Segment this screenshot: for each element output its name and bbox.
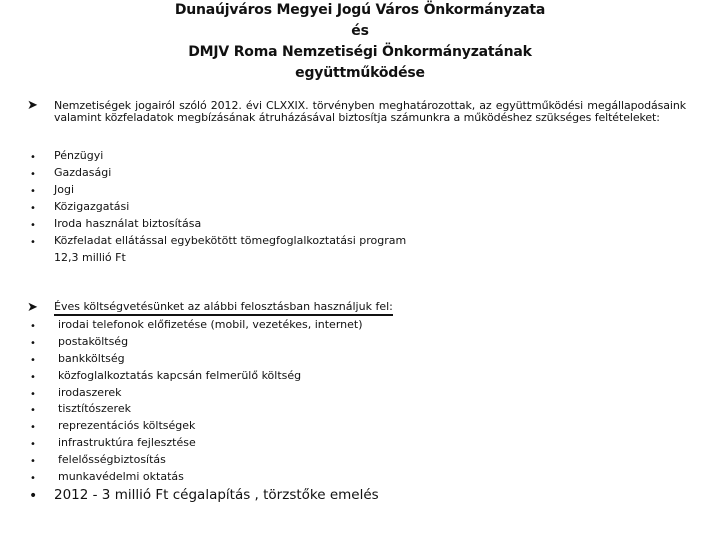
bullet-icon: • bbox=[30, 473, 36, 484]
list-item: Gazdasági bbox=[54, 166, 112, 179]
list-item: irodai telefonok előfizetése (mobil, vezetékes, internet) bbox=[58, 318, 363, 331]
list-item: tisztítószerek bbox=[58, 402, 131, 415]
list-item: postaköltség bbox=[58, 335, 129, 348]
bullet-icon: • bbox=[30, 220, 36, 231]
list-item: irodaszerek bbox=[58, 386, 122, 399]
list-item: közfoglalkoztatás kapcsán felmerülő költség bbox=[58, 369, 302, 382]
list-item: Közfeladat ellátással egybekötött tömegfoglalkoztatási program bbox=[54, 234, 407, 247]
title-line-4: együttműködése bbox=[295, 65, 425, 81]
list-item: Pénzügyi bbox=[54, 149, 104, 162]
intro-paragraph: Nemzetiségek jogairól szóló 2012. évi CLXXIX. törvényben meghatározottak, az együttműködési megállapodásaink valamint közfeladatok megbízásának átruházásával biztosítja számunkra a működéshez szükséges feltételeket: bbox=[54, 99, 686, 124]
list-item: felelősségbiztosítás bbox=[58, 453, 166, 466]
bullet-icon: • bbox=[30, 456, 36, 467]
bullet-icon: • bbox=[30, 338, 36, 349]
bullet-icon: • bbox=[30, 152, 36, 163]
list-item: infrastruktúra fejlesztése bbox=[58, 436, 196, 449]
bullet-icon: • bbox=[30, 203, 36, 214]
bullet-icon: • bbox=[30, 389, 36, 400]
list-item: reprezentációs költségek bbox=[58, 419, 196, 432]
bullet-icon: • bbox=[30, 405, 36, 416]
list-item: Jogi bbox=[54, 183, 75, 196]
bullet-icon: • bbox=[30, 237, 36, 248]
title-line-1: Dunaújváros Megyei Jogú Város Önkormányzata bbox=[174, 2, 546, 18]
list-item: Közigazgatási bbox=[54, 200, 130, 213]
bullet-icon: • bbox=[30, 372, 36, 383]
document-title bbox=[0, 0, 720, 84]
bullet-icon: • bbox=[30, 355, 36, 366]
bullet-icon: • bbox=[30, 422, 36, 433]
bullet-icon: • bbox=[30, 169, 36, 180]
title-line-3: DMJV Roma Nemzetiségi Önkormányzatának bbox=[188, 44, 532, 60]
bullet-icon: • bbox=[29, 488, 38, 504]
list-item: munkavédelmi oktatás bbox=[58, 470, 184, 483]
list-item: bankköltség bbox=[58, 352, 125, 365]
arrow-bullet-icon: ➤ bbox=[27, 98, 38, 113]
title-line-2: és bbox=[351, 23, 369, 39]
bullet-icon: • bbox=[30, 439, 36, 450]
bullet-icon: • bbox=[30, 321, 36, 332]
list-item: Iroda használat biztosítása bbox=[54, 217, 202, 230]
arrow-bullet-icon: ➤ bbox=[27, 300, 38, 315]
budget-heading: Éves költségvetésünket az alábbi felosztásban használjuk fel: bbox=[54, 301, 393, 316]
final-statement: 2012 - 3 millió Ft cégalapítás , törzstőke emelés bbox=[54, 487, 379, 503]
bullet-icon: • bbox=[30, 186, 36, 197]
amount-text: 12,3 millió Ft bbox=[54, 251, 126, 264]
